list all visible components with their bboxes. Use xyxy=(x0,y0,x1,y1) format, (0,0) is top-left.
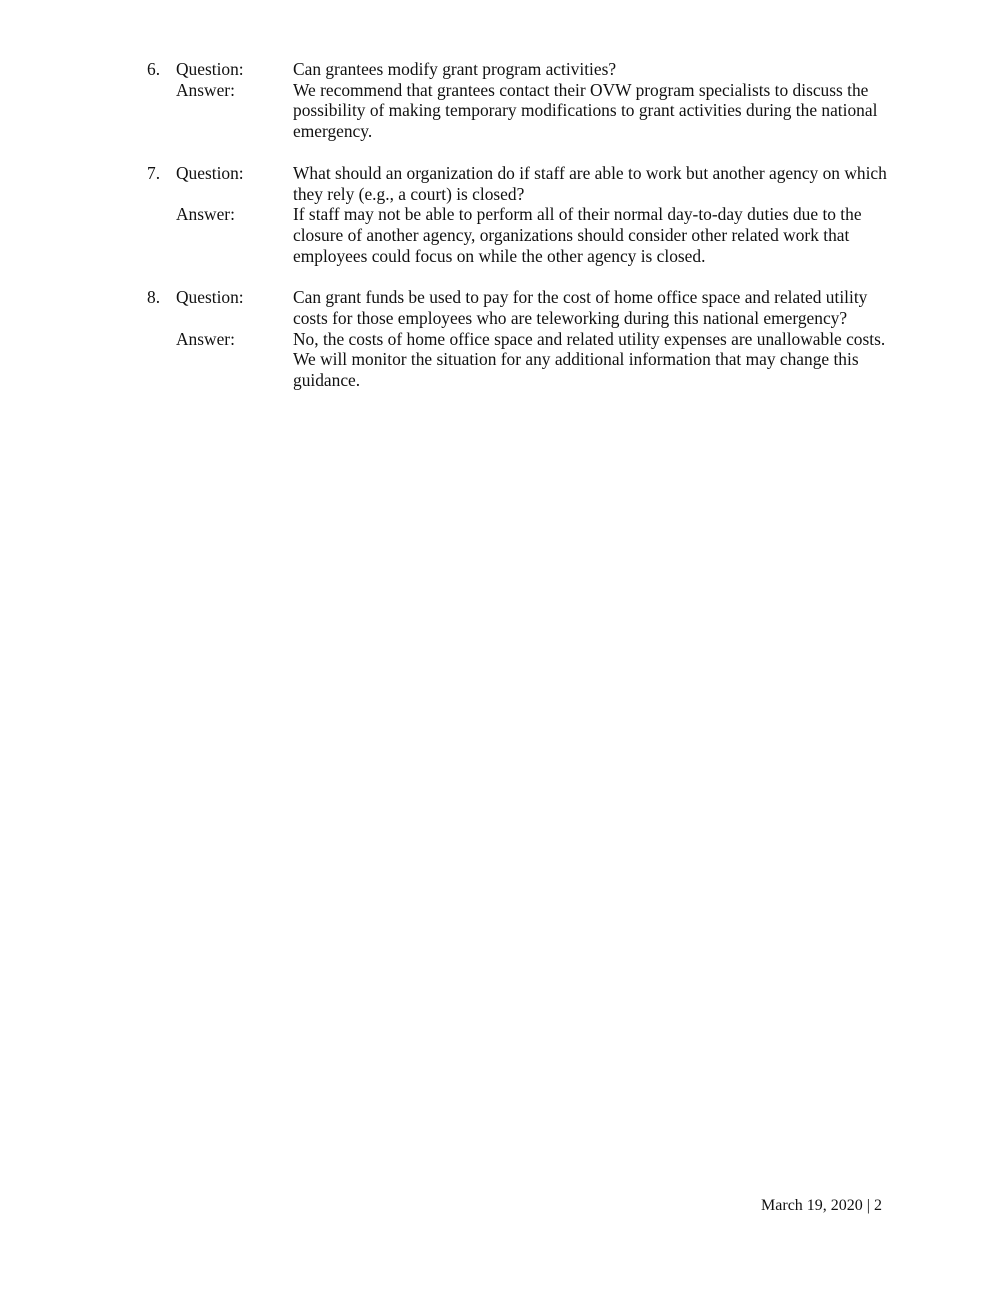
footer-date: March 19, 2020 xyxy=(761,1197,863,1214)
question-text: What should an organization do if staff are able to work but another agency on which they rely (e.g., a court) is closed? xyxy=(293,162,887,204)
question-label: Question: xyxy=(176,59,244,79)
question-text: Can grant funds be used to pay for the cost of home office space and related utility costs for those employees who are teleworking during this national emergency? xyxy=(293,287,868,329)
answer-label: Answer: xyxy=(176,79,235,100)
answer-row xyxy=(147,204,897,266)
question-row xyxy=(147,287,897,328)
item-number: 7. xyxy=(147,162,161,183)
question-label: Question: xyxy=(176,162,244,183)
answer-label: Answer: xyxy=(176,328,235,349)
answer-row xyxy=(147,80,897,142)
answer-text: We recommend that grantees contact their OVW program specialists to discuss the possibility of making temporary modifications to grant activities during the national emergency. xyxy=(293,79,878,142)
question-row xyxy=(147,59,897,80)
faq-list xyxy=(147,59,897,412)
footer-separator: | xyxy=(866,1197,870,1214)
answer-label: Answer: xyxy=(176,204,235,225)
question-text: Can grantees modify grant program activities? xyxy=(293,59,617,79)
page-footer xyxy=(761,1196,882,1216)
question-row xyxy=(147,163,897,204)
faq-item-6 xyxy=(147,59,897,142)
item-number: 6. xyxy=(147,59,161,79)
question-label: Question: xyxy=(176,287,244,308)
faq-item-8 xyxy=(147,287,897,391)
answer-row xyxy=(147,329,897,391)
item-number: 8. xyxy=(147,287,161,308)
answer-text: If staff may not be able to perform all of their normal day-to-day duties due to the closure of another agency, organizations should consider other related work that employees could focus on while the other agency is closed. xyxy=(293,204,862,266)
faq-item-7 xyxy=(147,163,897,267)
page-number: 2 xyxy=(874,1197,882,1214)
answer-text: No, the costs of home office space and related utility expenses are unallowable costs. We will monitor the situation for any additional information that may change this guidance. xyxy=(293,328,886,391)
